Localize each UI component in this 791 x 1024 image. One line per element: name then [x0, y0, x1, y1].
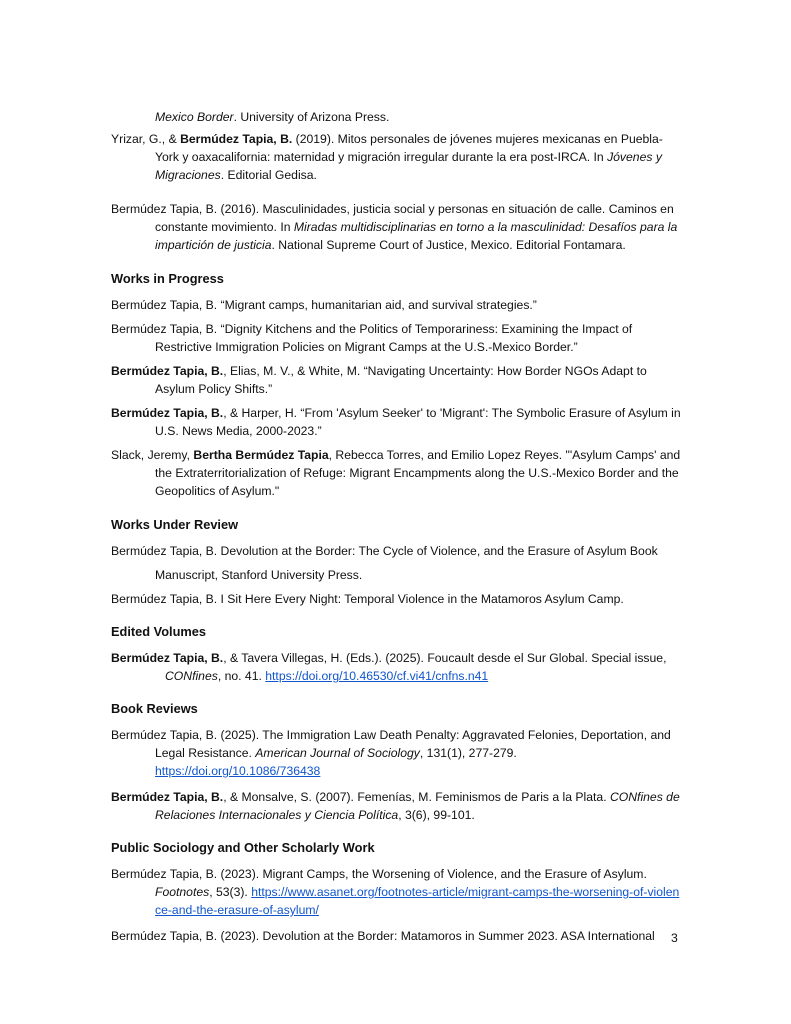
section-heading-public-sociology: Public Sociology and Other Scholarly Work [111, 840, 375, 855]
book-title: Mexico Border [155, 110, 234, 124]
section-heading-works-under-review: Works Under Review [111, 517, 239, 532]
wip-entry: Bermúdez Tapia, B., & Harper, H. “From 'Asylum Seeker' to 'Migrant': The Symbolic Erasure of Asylum in U.S. News Media, 2000-2023.” [111, 406, 681, 438]
section-heading-works-in-progress: Works in Progress [111, 271, 224, 286]
section-heading-edited-volumes: Edited Volumes [111, 624, 207, 639]
section-heading-book-reviews: Book Reviews [111, 701, 198, 716]
continued-reference: Mexico Border. University of Arizona Press. [155, 110, 390, 124]
document-page [111, 108, 681, 945]
wip-entry: Bermúdez Tapia, B., Elias, M. V., & White, M. “Navigating Uncertainty: How Border NGOs Adapt to Asylum Policy Shifts.” [111, 364, 647, 396]
review-entry: Bermúdez Tapia, B. I Sit Here Every Night: Temporal Violence in the Matamoros Asylum Camp. [111, 592, 624, 606]
public-sociology-entry: Bermúdez Tapia, B. (2023). Migrant Camps, the Worsening of Violence, and the Erasure of Asylum. Footnotes, 53(3). https://www.asanet.org/footnotes-article/migrant-camps-the-worsening-of-violence-and-the-erasure-of-asylum/ [111, 867, 680, 917]
book-review-entry: Bermúdez Tapia, B., & Monsalve, S. (2007). Femenías, M. Feminismos de Paris a la Plata. CONfines de Relaciones Internacionales y Ciencia Política, 3(6), 99-101. [111, 790, 680, 822]
article-link[interactable]: https://www.asanet.org/footnotes-article/migrant-camps-the-worsening-of-violence-and-the-erasure-of-asylum/ [155, 885, 680, 917]
edited-volume-entry: Bermúdez Tapia, B., & Tavera Villegas, H. (Eds.). (2025). Foucault desde el Sur Global. Special issue, CONfines, no. 41. https://doi.org/10.46530/cf.vi41/cnfns.n41 [111, 651, 667, 683]
page-number: 3 [671, 931, 678, 945]
public-sociology-entry: Bermúdez Tapia, B. (2023). Devolution at the Border: Matamoros in Summer 2023. ASA International [111, 929, 655, 943]
wip-entry: Bermúdez Tapia, B. “Dignity Kitchens and the Politics of Temporariness: Examining the Impact of Restrictive Immigration Policies on Migrant Camps at the U.S.-Mexico Border.” [111, 322, 633, 354]
wip-entry: Slack, Jeremy, Bertha Bermúdez Tapia, Rebecca Torres, and Emilio Lopez Reyes. "'Asylum Camps' and the Extraterritorialization of Refuge: Migrant Encampments along the U.S.-Mexico Border and the Geopolitics of Asylum." [111, 448, 681, 498]
reference-bermudez-2016: Bermúdez Tapia, B. (2016). Masculinidades, justicia social y personas en situación de calle. Caminos en constante movimiento. In Miradas multidisciplinarias en torno a la masculinidad: Desafíos para la impartición de justicia. National Supreme Court of Justice, Mexico. Editorial Fontamara. [111, 202, 678, 252]
reference-yrizar-2019: Yrizar, G., & Bermúdez Tapia, B. (2019). Mitos personales de jóvenes mujeres mexicanas en Puebla-York y oaxacalifornia: maternidad y migración irregular durante la era post-IRCA. In Jóvenes y Migraciones. Editorial Gedisa. [111, 132, 663, 182]
review-entry-line: Manuscript, Stanford University Press. [155, 568, 363, 582]
wip-entry: Bermúdez Tapia, B. “Migrant camps, humanitarian aid, and survival strategies.” [111, 298, 537, 312]
doi-link[interactable]: https://doi.org/10.46530/cf.vi41/cnfns.n41 [265, 669, 489, 683]
review-entry-line: Bermúdez Tapia, B. Devolution at the Border: The Cycle of Violence, and the Erasure of Asylum Book [111, 544, 658, 558]
doi-link[interactable]: https://doi.org/10.1086/736438 [155, 764, 321, 778]
book-review-entry: Bermúdez Tapia, B. (2025). The Immigration Law Death Penalty: Aggravated Felonies, Deportation, and Legal Resistance. American Journal of Sociology, 131(1), 277-279. https://doi.org/10.1086/736438 [111, 728, 671, 778]
